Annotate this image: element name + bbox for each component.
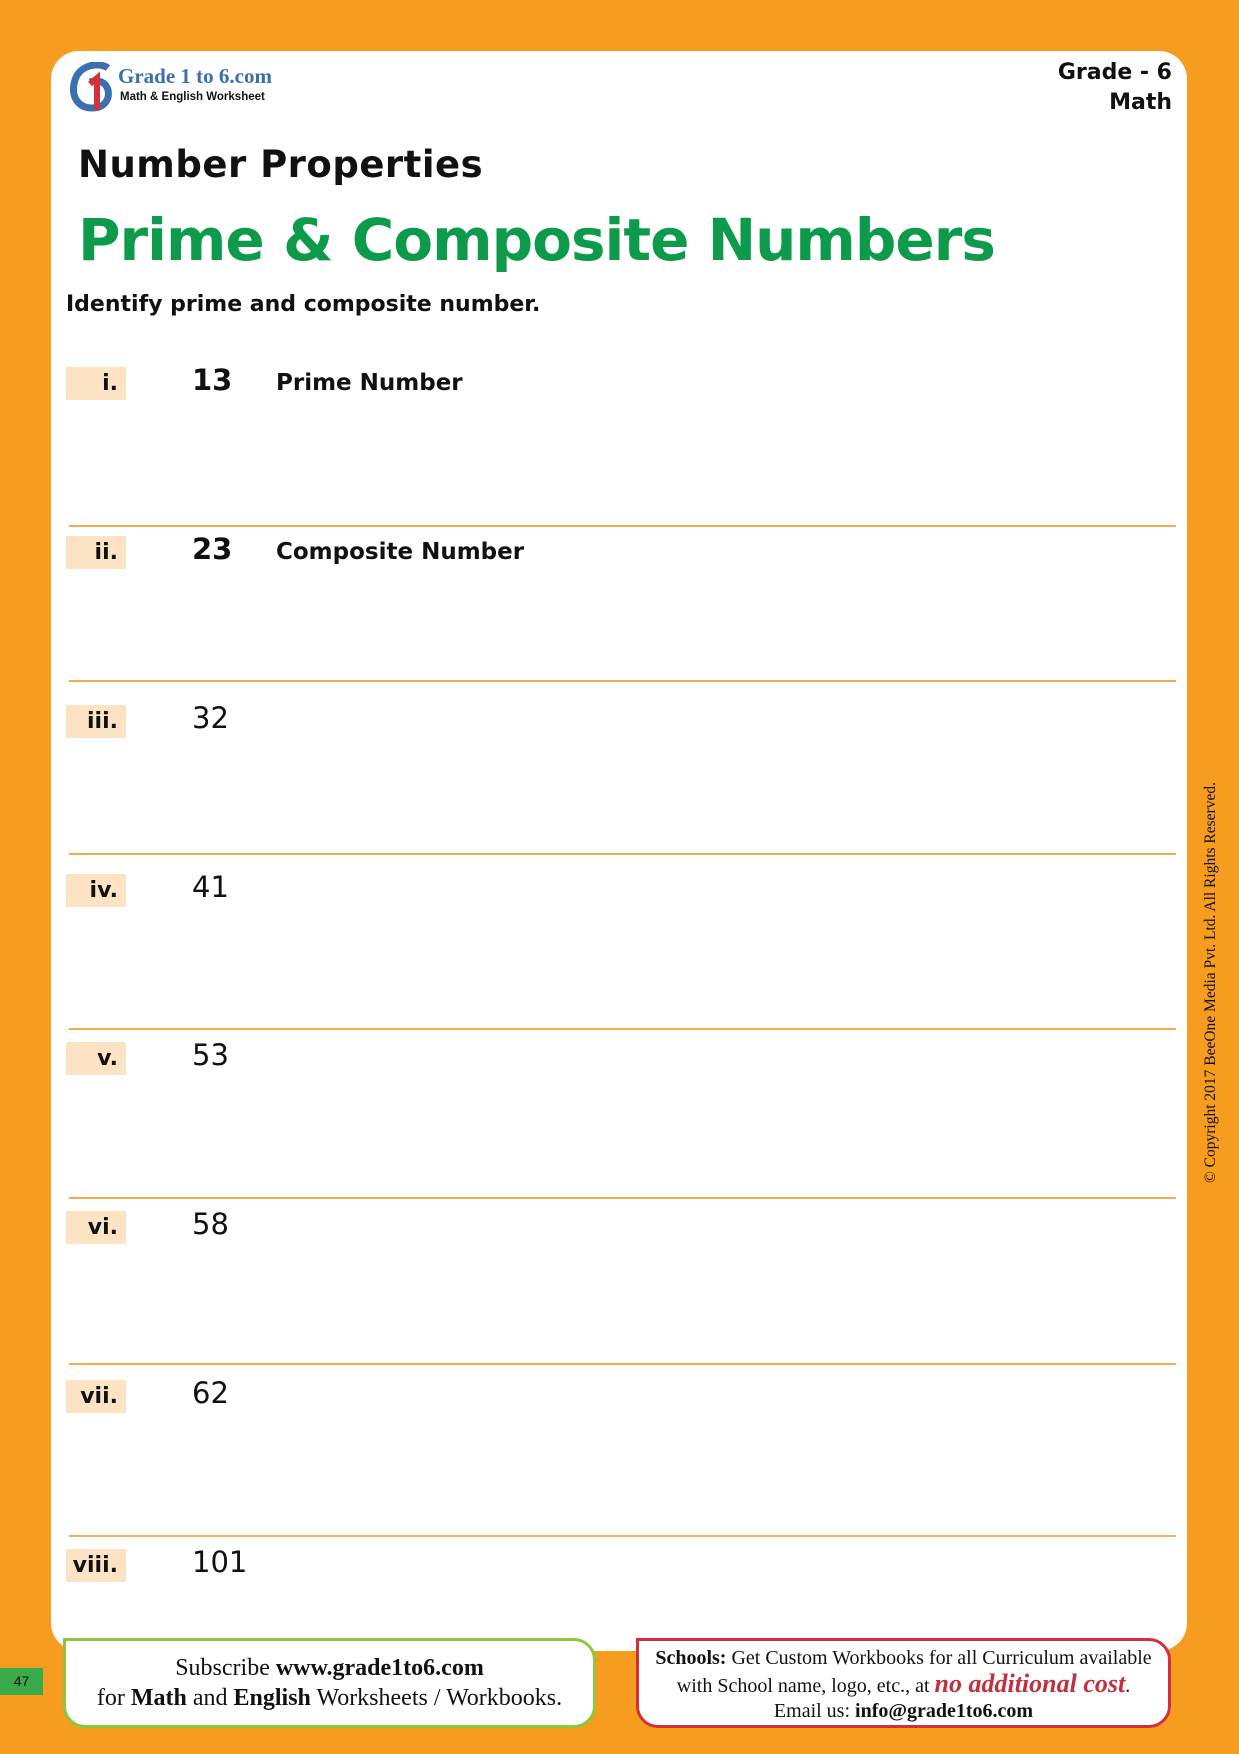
question-label: ii.: [66, 536, 126, 569]
question-number: 101: [192, 1545, 248, 1579]
worksheet-page: [51, 51, 1187, 1651]
subscribe-box: [63, 1638, 596, 1728]
subscribe-url-link[interactable]: www.grade1to6.com: [275, 1655, 484, 1681]
subscribe-for: for: [96, 1685, 131, 1711]
divider: [69, 1535, 1176, 1537]
page-title: Prime & Composite Numbers: [78, 206, 995, 274]
page-number: 47: [0, 1668, 43, 1695]
question-number: 13: [192, 363, 233, 397]
divider: [69, 1363, 1176, 1365]
question-number: 58: [192, 1207, 229, 1241]
schools-line2: with School name, logo, etc., at: [676, 1675, 935, 1697]
answer-text[interactable]: Composite Number: [276, 539, 525, 565]
grade-subject: [1058, 58, 1172, 118]
schools-box: [636, 1638, 1171, 1728]
question-label: vii.: [66, 1380, 126, 1413]
logo-title: Grade 1 to 6.com: [118, 64, 272, 88]
question-number: 32: [192, 701, 229, 735]
question-number: 53: [192, 1038, 229, 1072]
question-number: 62: [192, 1376, 229, 1410]
grade-label: Grade - 6: [1057, 60, 1172, 85]
divider: [69, 853, 1176, 855]
divider: [69, 680, 1176, 682]
subscribe-english: English: [233, 1685, 311, 1711]
question-number: 23: [192, 532, 233, 566]
question-label: vi.: [66, 1211, 126, 1244]
answer-text[interactable]: Prime Number: [276, 370, 463, 396]
divider: [69, 525, 1176, 527]
topic-heading: Number Properties: [78, 143, 484, 186]
schools-line1: Get Custom Workbooks for all Curriculum available: [726, 1647, 1152, 1669]
subscribe-and: and: [186, 1685, 234, 1711]
divider: [69, 1197, 1176, 1199]
schools-period: .: [1125, 1675, 1131, 1697]
logo-mark-icon: [70, 62, 116, 112]
instruction: Identify prime and composite number.: [66, 292, 541, 317]
email-link[interactable]: info@grade1to6.com: [855, 1700, 1034, 1722]
no-cost-highlight: no additional cost: [934, 1669, 1126, 1698]
question-label: v.: [66, 1042, 126, 1075]
subject-label: Math: [1109, 90, 1172, 115]
email-label: Email us:: [773, 1700, 856, 1722]
question-label: i.: [66, 367, 126, 400]
schools-label: Schools:: [655, 1647, 727, 1669]
divider: [69, 1028, 1176, 1030]
logo-subtitle: Math & English Worksheet: [120, 91, 265, 103]
question-label: iii.: [66, 705, 126, 738]
subscribe-pre: Subscribe: [175, 1655, 276, 1681]
subscribe-math: Math: [130, 1685, 187, 1711]
site-logo[interactable]: [70, 62, 330, 112]
question-label: viii.: [66, 1549, 126, 1582]
subscribe-post: Worksheets / Workbooks.: [310, 1685, 563, 1711]
question-number: 41: [192, 870, 229, 904]
question-label: iv.: [66, 874, 126, 907]
copyright-notice: © Copyright 2017 BeeOne Media Pvt. Ltd. All Rights Reserved.: [1202, 782, 1219, 1183]
